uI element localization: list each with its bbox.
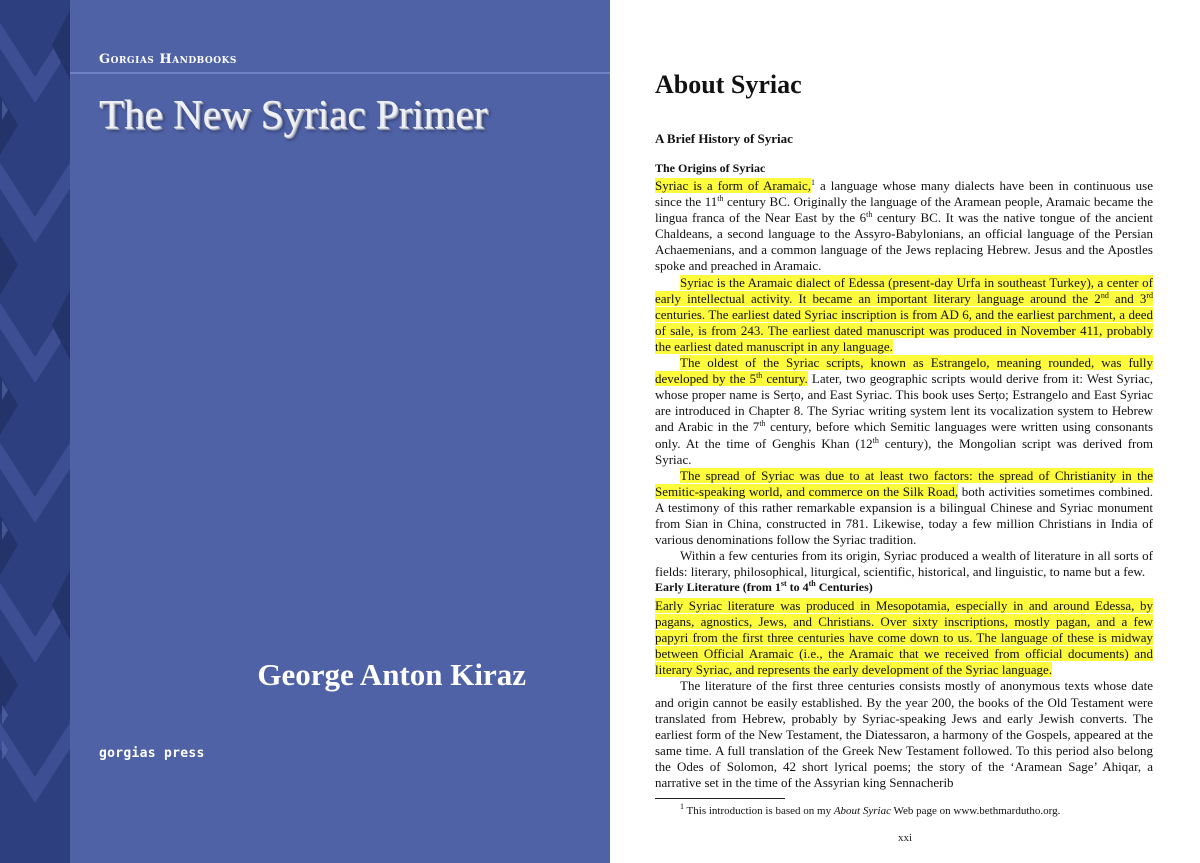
highlighted-text: The spread of Syriac was due to at least two factors: the spread of Christianity in the Semitic-speaking world, and commerce on the Silk Road, — [655, 467, 1153, 499]
book-title: The New Syriac Primer — [99, 91, 488, 137]
early-literature-text — [655, 598, 1153, 791]
section-heading: A Brief History of Syriac — [655, 131, 793, 146]
subsection-heading-early-literature: Early Literature (from 1st to 4th Centuries) — [655, 579, 873, 594]
cover-divider — [70, 72, 610, 74]
paragraph — [655, 598, 1153, 678]
book-page — [610, 0, 1200, 863]
paragraph: The literature of the first three centuries consists mostly of anonymous texts whose date and origin cannot be easily established. By the year 200, the books of the Old Testament were translated from Hebrew, probably by Syriac-speaking Jews and early Jewish converts. The earliest form of the New Testament, the Diatessaron, a harmony of the Gospels, appeared at the same time. A full translation of the Greek New Testament followed. To this period also belong the Odes of Solomon, 42 short lyrical poems; the story of the ‘Aramean Sage’ Ahiqar, a narrative set in the time of the Assyrian king Sennacherib — [655, 678, 1153, 791]
publisher-logo: gorgias press — [99, 746, 205, 761]
diamond-pattern-icon — [0, 0, 70, 863]
series-name: Gorgias Handbooks — [99, 52, 237, 67]
footnote-marker[interactable]: 1 — [811, 178, 815, 187]
subsection-heading-origins: The Origins of Syriac — [655, 161, 766, 175]
page-number: xxi — [897, 832, 913, 844]
paragraph — [655, 275, 1153, 355]
footnote-divider — [655, 798, 785, 799]
paragraph: Within a few centuries from its origin, Syriac produced a wealth of literature in all sorts of fields: literary, philosophical, liturgical, scientific, historical, and linguistic, to name but a few. — [655, 548, 1153, 580]
paragraph: The spread of Syriac was due to at least two factors: the spread of Christianity in the Semitic-speaking world, and commerce on the Silk Road, both activities sometimes combined. A testimony of this rather remarkable expansion is a bilingual Chinese and Syriac monument from Sian in China, constructed in 781. Likewise, today a few million Christians in India of various denominations follow the Syriac tradition. — [655, 467, 1153, 548]
highlighted-text: Syriac is a form of Aramaic, — [655, 178, 811, 193]
highlighted-text: Early Syriac literature was produced in Mesopotamia, especially in and around Edessa, by pagans, agnostics, Jews, and Christians. Over sixty inscriptions, mostly pagan, and a few papyri from the first three centuries have come down to us. The language of these is midway between Official Aramaic (i.e., the Aramaic that we received from official documents) and literary Syriac, and represents the early development of the Syriac language. — [655, 598, 1153, 678]
cover-pattern-stripe — [0, 0, 70, 863]
footnote: $^1$ This introduction is based on my About Syriac Web page on www.bethmardutho.org. — [680, 802, 1061, 817]
highlighted-text: The oldest of the Syriac scripts, known as Estrangelo, meaning rounded, was fully developed by the 5th century. — [655, 355, 1153, 387]
highlighted-text: Syriac is the Aramaic dialect of Edessa (present-day Urfa in southeast Turkey), a center of early intellectual activity. It became an important literary language around the 2nd and 3rd centuries. The earliest dated Syriac inscription is from AD 6, and the earliest parchment, a deed of sale, is from 243. The earliest dated manuscript was produced in November 411, probably the earliest dated manuscript in any language. — [655, 274, 1153, 354]
author-name: George Anton Kiraz — [257, 657, 526, 692]
page-title: About Syriac — [655, 70, 802, 99]
origins-text — [655, 178, 1153, 580]
paragraph: Syriac is a form of Aramaic,$^1$ a language whose many dialects have been in continuous use since the 11th century BC. Originally the language of the Aramean people, Aramaic became the lingua franca of the Near East by the 6th century BC. It was the native tongue of the ancient Chaldeans, a second language to the Assyro-Babylonians, an official language of the Persian Achaemenians, and a common language of the Jews replacing Hebrew. Jesus and the Apostles spoke and preached in Aramaic. — [655, 178, 1153, 274]
paragraph: The oldest of the Syriac scripts, known as Estrangelo, meaning rounded, was fully developed by the 5th century. Later, two geographic scripts would derive from it: West Syriac, whose proper name is Serṭo, and East Syriac. This book uses Serṭo; Estrangelo and East Syriac are introduced in Chapter 8. The Syriac writing system lent its vocalization system to Hebrew and Arabic in the 7th century, before which Semitic languages were written using consonants only. At the time of Genghis Khan (12th century), the Mongolian script was derived from Syriac. — [655, 355, 1154, 467]
